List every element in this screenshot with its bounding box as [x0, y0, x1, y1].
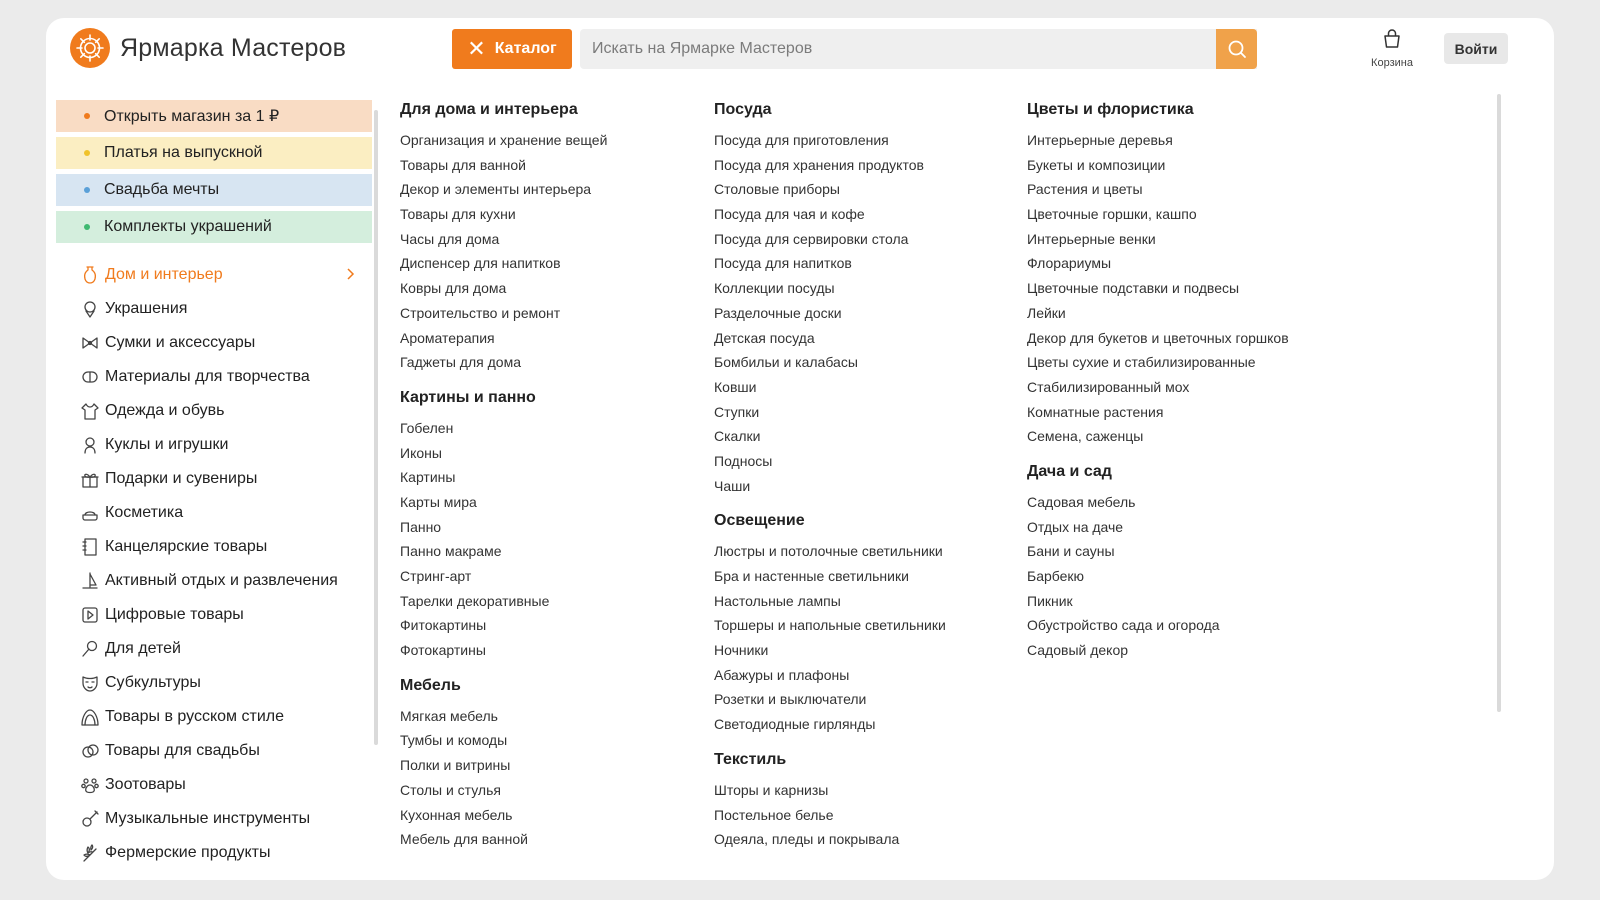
menu-link[interactable]: Постельное белье [714, 806, 834, 823]
promo-label: Платья на выпускной [104, 144, 263, 161]
promo-list [56, 100, 372, 243]
login-button[interactable]: Войти [1444, 33, 1508, 64]
promo-item[interactable] [56, 137, 372, 169]
cart-label: Корзина [1371, 57, 1413, 69]
menu-link[interactable]: Диспенсер для напитков [400, 255, 561, 272]
menu-group [1027, 100, 1289, 449]
promo-label: Открыть магазин за 1 ₽ [104, 108, 280, 125]
menu-link[interactable]: Посуда для сервировки стола [714, 230, 909, 247]
menu-link[interactable]: Ароматерапия [400, 329, 495, 346]
menu-link[interactable]: Товары для кухни [400, 206, 516, 223]
menu-link[interactable]: Панно макраме [400, 543, 502, 560]
menu-link[interactable]: Посуда для приготовления [714, 132, 889, 148]
promo-dot [84, 187, 90, 193]
sidebar-item-category[interactable] [56, 462, 372, 496]
menu-link[interactable]: Абажуры и плафоны [714, 666, 850, 683]
menu-link[interactable]: Декор и элементы интерьера [400, 181, 592, 198]
category-label: Цифровые товары [105, 606, 244, 623]
app-window [46, 18, 1554, 880]
promo-item[interactable] [56, 211, 372, 243]
menu-link[interactable]: Кухонная мебель [400, 806, 513, 823]
menu-group-title[interactable]: Для дома и интерьера [400, 101, 578, 118]
category-label: Материалы для творчества [105, 368, 310, 385]
menu-link[interactable]: Лейки [1027, 304, 1066, 321]
category-label: Дом и интерьер [105, 266, 223, 283]
menu-link[interactable]: Разделочные доски [714, 304, 842, 321]
rings-icon [80, 741, 100, 761]
notebook-icon [80, 537, 100, 557]
catalog-button[interactable] [452, 29, 572, 69]
guitar-icon [80, 809, 100, 829]
menu-link[interactable]: Полки и витрины [400, 757, 511, 774]
wheat-icon [80, 843, 100, 863]
sidebar [56, 100, 372, 870]
gift-icon [80, 469, 100, 489]
menu-link[interactable]: Картины [400, 469, 456, 486]
menu-column-1 [400, 100, 607, 865]
sidebar-item-category[interactable] [56, 768, 372, 802]
close-icon: ✕ [467, 36, 486, 61]
menu-link[interactable]: Букеты и композиции [1027, 156, 1166, 173]
sidebar-item-category[interactable] [56, 734, 372, 768]
play-icon [80, 605, 100, 625]
menu-link[interactable]: Иконы [400, 444, 442, 461]
search-input[interactable] [580, 29, 1257, 69]
vase-icon [80, 265, 100, 285]
menu-group [400, 100, 607, 375]
menu-link[interactable]: Флорариумы [1027, 255, 1111, 272]
promo-item[interactable] [56, 100, 372, 132]
menu-link[interactable]: Стабилизированный мох [1027, 378, 1190, 395]
menu-group-title[interactable]: Текстиль [714, 750, 787, 768]
menu-link[interactable]: Скалки [714, 428, 761, 445]
logo-text: Ярмарка Мастеров [120, 33, 347, 62]
menu-group [714, 100, 946, 498]
menu-link[interactable]: Посуда для хранения продуктов [714, 156, 924, 173]
menu-link[interactable]: Гобелен [400, 419, 454, 436]
menu-link[interactable]: Стринг-арт [400, 568, 472, 584]
menu-link[interactable]: Строительство и ремонт [400, 304, 561, 321]
category-label: Товары для свадьбы [105, 742, 260, 759]
soap-icon [80, 503, 100, 523]
menu-column-3 [1027, 100, 1289, 676]
menu-scrollbar-thumb[interactable] [1497, 94, 1501, 712]
menu-link[interactable]: Детская посуда [714, 329, 815, 346]
menu-link[interactable]: Ночники [714, 642, 769, 659]
category-label: Косметика [105, 504, 184, 521]
menu-link[interactable]: Настольные лампы [714, 592, 841, 609]
menu-link[interactable]: Гаджеты для дома [400, 354, 521, 371]
menu-link[interactable]: Цветочные подставки и подвесы [1027, 280, 1240, 297]
menu-link[interactable]: Садовый декор [1027, 642, 1129, 659]
menu-link[interactable]: Ковши [714, 378, 757, 395]
thread-icon [80, 367, 100, 387]
menu-link[interactable]: Растения и цветы [1027, 181, 1143, 198]
promo-item[interactable] [56, 174, 372, 206]
menu-link[interactable]: Мягкая мебель [400, 707, 498, 724]
menu-group [400, 676, 607, 852]
category-label: Товары в русском стиле [105, 708, 284, 725]
rattle-icon [80, 639, 100, 659]
menu-link[interactable]: Светодиодные гирлянды [714, 716, 876, 733]
menu-group-title[interactable]: Мебель [400, 676, 461, 694]
menu-link[interactable]: Тумбы и комоды [400, 732, 508, 749]
sidebar-item-category[interactable] [56, 632, 372, 666]
menu-link[interactable]: Столы и стулья [400, 781, 501, 798]
sidebar-item-category[interactable] [56, 700, 372, 734]
menu-link[interactable]: Одеяла, пледы и покрывала [714, 831, 900, 848]
sidebar-item-category[interactable] [56, 530, 372, 564]
menu-group [714, 511, 946, 737]
menu-link[interactable]: Посуда для напитков [714, 255, 852, 272]
menu-link[interactable]: Фитокартины [400, 617, 487, 634]
paw-icon [80, 775, 100, 795]
menu-link[interactable]: Товары для ванной [400, 156, 526, 173]
category-list [56, 258, 372, 870]
cart-bag-icon [1381, 28, 1403, 50]
sidebar-item-category[interactable] [56, 292, 372, 326]
menu-column-2 [714, 100, 946, 865]
sidebar-item-category[interactable] [56, 428, 372, 462]
menu-group-title[interactable]: Освещение [714, 512, 805, 530]
logo[interactable] [70, 28, 346, 68]
bow-icon [80, 333, 100, 353]
jewelry-icon [80, 299, 100, 319]
menu-link[interactable]: Розетки и выключатели [714, 691, 867, 708]
menu-group-title[interactable]: Посуда [714, 101, 772, 118]
menu-link[interactable]: Комнатные растения [1027, 403, 1164, 420]
menu-link[interactable]: Отдых на даче [1027, 518, 1124, 535]
menu-link[interactable]: Декор для букетов и цветочных горшков [1027, 329, 1289, 346]
menu-group [400, 388, 607, 663]
search-button[interactable] [1216, 29, 1257, 69]
sail-icon [80, 571, 100, 591]
sidebar-item-category[interactable] [56, 802, 372, 836]
menu-link[interactable]: Тарелки декоративные [400, 592, 550, 609]
menu-link[interactable]: Пикник [1027, 592, 1073, 609]
menu-link[interactable]: Бани и сауны [1027, 543, 1115, 560]
sidebar-item-category[interactable] [56, 836, 372, 870]
menu-group [714, 750, 946, 852]
sidebar-scrollbar[interactable] [372, 100, 380, 872]
category-label: Для детей [105, 640, 181, 657]
sidebar-item-category[interactable] [56, 258, 372, 292]
promo-label: Комплекты украшений [104, 218, 272, 235]
menu-link[interactable]: Часы для дома [400, 230, 500, 247]
menu-link[interactable]: Мебель для ванной [400, 831, 528, 848]
mask-icon [80, 673, 100, 693]
sidebar-item-category[interactable] [56, 326, 372, 360]
menu-link[interactable]: Посуда для чая и кофе [714, 206, 865, 223]
category-label: Фермерские продукты [105, 844, 271, 861]
menu-link[interactable]: Семена, саженцы [1027, 428, 1144, 445]
menu-scrollbar[interactable] [1494, 88, 1504, 860]
catalog-label: Каталог [494, 40, 557, 57]
menu-link[interactable]: Люстры и потолочные светильники [714, 543, 943, 560]
logo-sun-icon [70, 28, 110, 68]
menu-link[interactable]: Столовые приборы [714, 181, 840, 198]
menu-group [1027, 462, 1289, 663]
menu-link[interactable]: Шторы и карнизы [714, 781, 829, 798]
menu-link[interactable]: Чаши [714, 477, 751, 494]
menu-group-title[interactable]: Картины и панно [400, 388, 536, 406]
category-label: Субкультуры [105, 674, 201, 691]
shirt-icon [80, 401, 100, 421]
menu-link[interactable]: Коллекции посуды [714, 280, 835, 297]
category-label: Сумки и аксессуары [105, 334, 256, 351]
promo-dot [84, 150, 90, 156]
search-icon [1227, 39, 1247, 59]
menu-link[interactable]: Фотокартины [400, 642, 486, 659]
sidebar-scrollbar-thumb[interactable] [374, 110, 378, 745]
sidebar-item-category[interactable] [56, 564, 372, 598]
chevron-right-icon [346, 266, 356, 287]
sidebar-item-category[interactable] [56, 666, 372, 700]
category-label: Музыкальные инструменты [105, 810, 311, 827]
menu-link[interactable]: Интерьерные венки [1027, 230, 1156, 247]
kokoshnik-icon [80, 707, 100, 727]
menu-link[interactable]: Барбекю [1027, 568, 1085, 584]
category-label: Куклы и игрушки [105, 436, 229, 453]
menu-link[interactable]: Карты мира [400, 493, 477, 510]
promo-dot [84, 224, 90, 230]
menu-link[interactable]: Интерьерные деревья [1027, 132, 1173, 148]
sidebar-item-category[interactable] [56, 598, 372, 632]
menu-link[interactable]: Ковры для дома [400, 280, 507, 297]
menu-group-title[interactable]: Дача и сад [1027, 462, 1112, 480]
sidebar-item-category[interactable] [56, 394, 372, 428]
category-label: Подарки и сувениры [105, 470, 258, 487]
cart-button[interactable] [1364, 28, 1420, 69]
menu-link[interactable]: Обустройство сада и огорода [1027, 617, 1220, 634]
doll-icon [80, 435, 100, 455]
category-label: Канцелярские товары [105, 538, 268, 555]
menu-link[interactable]: Бомбильи и калабасы [714, 354, 858, 371]
menu-link[interactable]: Цветы сухие и стабилизированные [1027, 354, 1256, 371]
sidebar-item-category[interactable] [56, 360, 372, 394]
menu-link[interactable]: Ступки [714, 403, 760, 420]
sidebar-item-category[interactable] [56, 496, 372, 530]
menu-link[interactable]: Подносы [714, 452, 773, 469]
category-label: Украшения [105, 300, 188, 317]
menu-group-title[interactable]: Цветы и флористика [1027, 101, 1194, 118]
menu-link[interactable]: Цветочные горшки, кашпо [1027, 206, 1197, 223]
category-label: Зоотовары [105, 776, 186, 793]
promo-label: Свадьба мечты [104, 181, 220, 198]
menu-link[interactable]: Организация и хранение вещей [400, 132, 608, 148]
promo-dot [84, 113, 90, 119]
category-label: Активный отдых и развлечения [105, 572, 338, 589]
menu-link[interactable]: Торшеры и напольные светильники [714, 617, 946, 634]
menu-link[interactable]: Садовая мебель [1027, 493, 1136, 510]
category-label: Одежда и обувь [105, 402, 225, 419]
menu-link[interactable]: Бра и настенные светильники [714, 568, 909, 584]
menu-link[interactable]: Панно [400, 518, 442, 535]
